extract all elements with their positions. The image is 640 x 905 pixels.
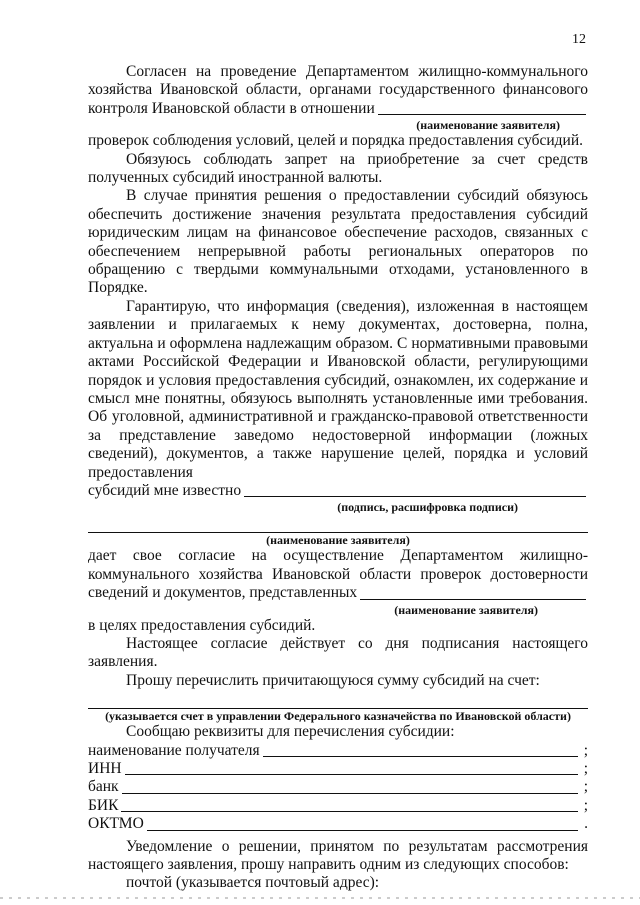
transfer-request-paragraph: Прошу перечислить причитающуюся сумму субсидий на счет: <box>126 671 540 689</box>
consent-line-1: Согласен на проведение Департаментом жилищно-коммунального <box>126 63 588 80</box>
requisite-bik-label: БИК <box>88 796 119 814</box>
requisite-inn-row: ИНН ; <box>88 760 588 777</box>
verification-line-1: дает свое согласие на осуществление Департаментом жилищно- <box>88 547 588 565</box>
mail-option: почтой (указывается почтовый адрес): <box>126 874 380 892</box>
applicant-name-caption-2: (наименование заявителя) <box>266 533 410 548</box>
applicant-name-field-3[interactable] <box>360 585 586 600</box>
requisite-bik-field[interactable] <box>121 797 578 812</box>
consent-line-3 <box>88 100 588 118</box>
consent-paragraph <box>88 63 588 151</box>
requisites-list <box>88 742 588 834</box>
consent-line-4: проверок соблюдения условий, целей и порядка предоставления субсидий. <box>88 132 584 150</box>
applicant-name-field[interactable] <box>378 100 586 115</box>
verification-consent-paragraph <box>88 547 588 635</box>
requisite-oktmo-label: ОКТМО <box>88 815 144 833</box>
requisite-bank-row: банк ; <box>88 778 588 796</box>
requisite-bank-label: банк <box>88 778 119 796</box>
applicant-name-caption-3: (наименование заявителя) <box>394 602 538 617</box>
requisite-bik-row: БИК ; <box>88 796 588 814</box>
account-caption: (указывается счет в управлении Федерального казначейства по Ивановской области) <box>105 709 571 724</box>
requisite-recipient-field[interactable] <box>263 742 578 757</box>
result-obligation-paragraph: В случае принятия решения о предоставлении субсидий обязуюсь обеспечить достижение значения результата предоставления субсидий юридическим лицам на финансовое обеспечение расходов, связанных с обеспечением непрерывной работы региональных операторов по обращению с твердыми коммунальными отходами, установленного в Порядке. <box>88 187 588 297</box>
requisite-recipient-row: наименование получателя ; <box>88 741 588 759</box>
signature-caption: (подпись, расшифровка подписи) <box>337 500 518 515</box>
account-field[interactable] <box>88 694 588 709</box>
requisite-recipient-label: наименование получателя <box>88 741 260 759</box>
requisite-inn-field[interactable] <box>125 760 578 775</box>
requisites-intro: Сообщаю реквизиты для перечисления субсидии: <box>126 723 455 741</box>
guarantee-paragraph <box>88 298 588 514</box>
consent-line-3-text: контроля Ивановской области в отношении <box>88 99 375 117</box>
signature-field[interactable] <box>244 482 586 497</box>
requisite-oktmo-field[interactable] <box>147 816 578 831</box>
document-body <box>88 63 588 893</box>
requisite-inn-label: ИНН <box>88 760 122 777</box>
validity-paragraph: Настоящее согласие действует со дня подписания настоящего заявления. <box>88 634 588 671</box>
verification-line-3-text: сведений и документов, представленных <box>88 584 358 602</box>
verification-line-2: коммунального хозяйства Ивановской области проверок достоверности <box>88 565 588 583</box>
guarantee-last-line-text: субсидий мне известно <box>88 481 242 499</box>
applicant-name-field-2[interactable] <box>88 518 588 533</box>
consent-line-2: хозяйства Ивановской области, органами государственного финансового <box>88 81 588 99</box>
currency-ban-paragraph: Обязуюсь соблюдать запрет на приобретение за счет средств полученных субсидий иностранной валюты. <box>88 150 588 187</box>
notification-paragraph: Уведомление о решении, принятом по результатам рассмотрения настоящего заявления, прошу направить одним из следующих способов: <box>88 837 588 874</box>
applicant-name-caption: (наименование заявителя) <box>416 118 560 133</box>
scan-artifact <box>0 897 640 899</box>
verification-line-3 <box>88 584 588 602</box>
page-number: 12 <box>572 32 586 47</box>
guarantee-text: Гарантирую, что информация (сведения), изложенная в настоящем заявлении и прилагаемых к нему документах, достоверна, полна, актуальна и оформлена надлежащим образом. С нормативными правовыми актами Российской Федерации и Ивановской области, регулирующими порядок и условия предоставления субсидий, ознакомлен, их содержание и смысл мне понятны, обязуюсь выполнять установленные ими требования. Об уголовной, административной и гражданско-правовой ответственности за представление заведомо недостоверной информации (ложных сведений), документов, а также нарушение целей, порядка и условий предоставления <box>88 297 588 481</box>
requisite-oktmo-row: ОКТМО . <box>88 815 588 833</box>
verification-line-4: в целях предоставления субсидий. <box>88 616 316 634</box>
guarantee-last-line <box>88 482 588 500</box>
requisite-bank-field[interactable] <box>122 779 578 794</box>
